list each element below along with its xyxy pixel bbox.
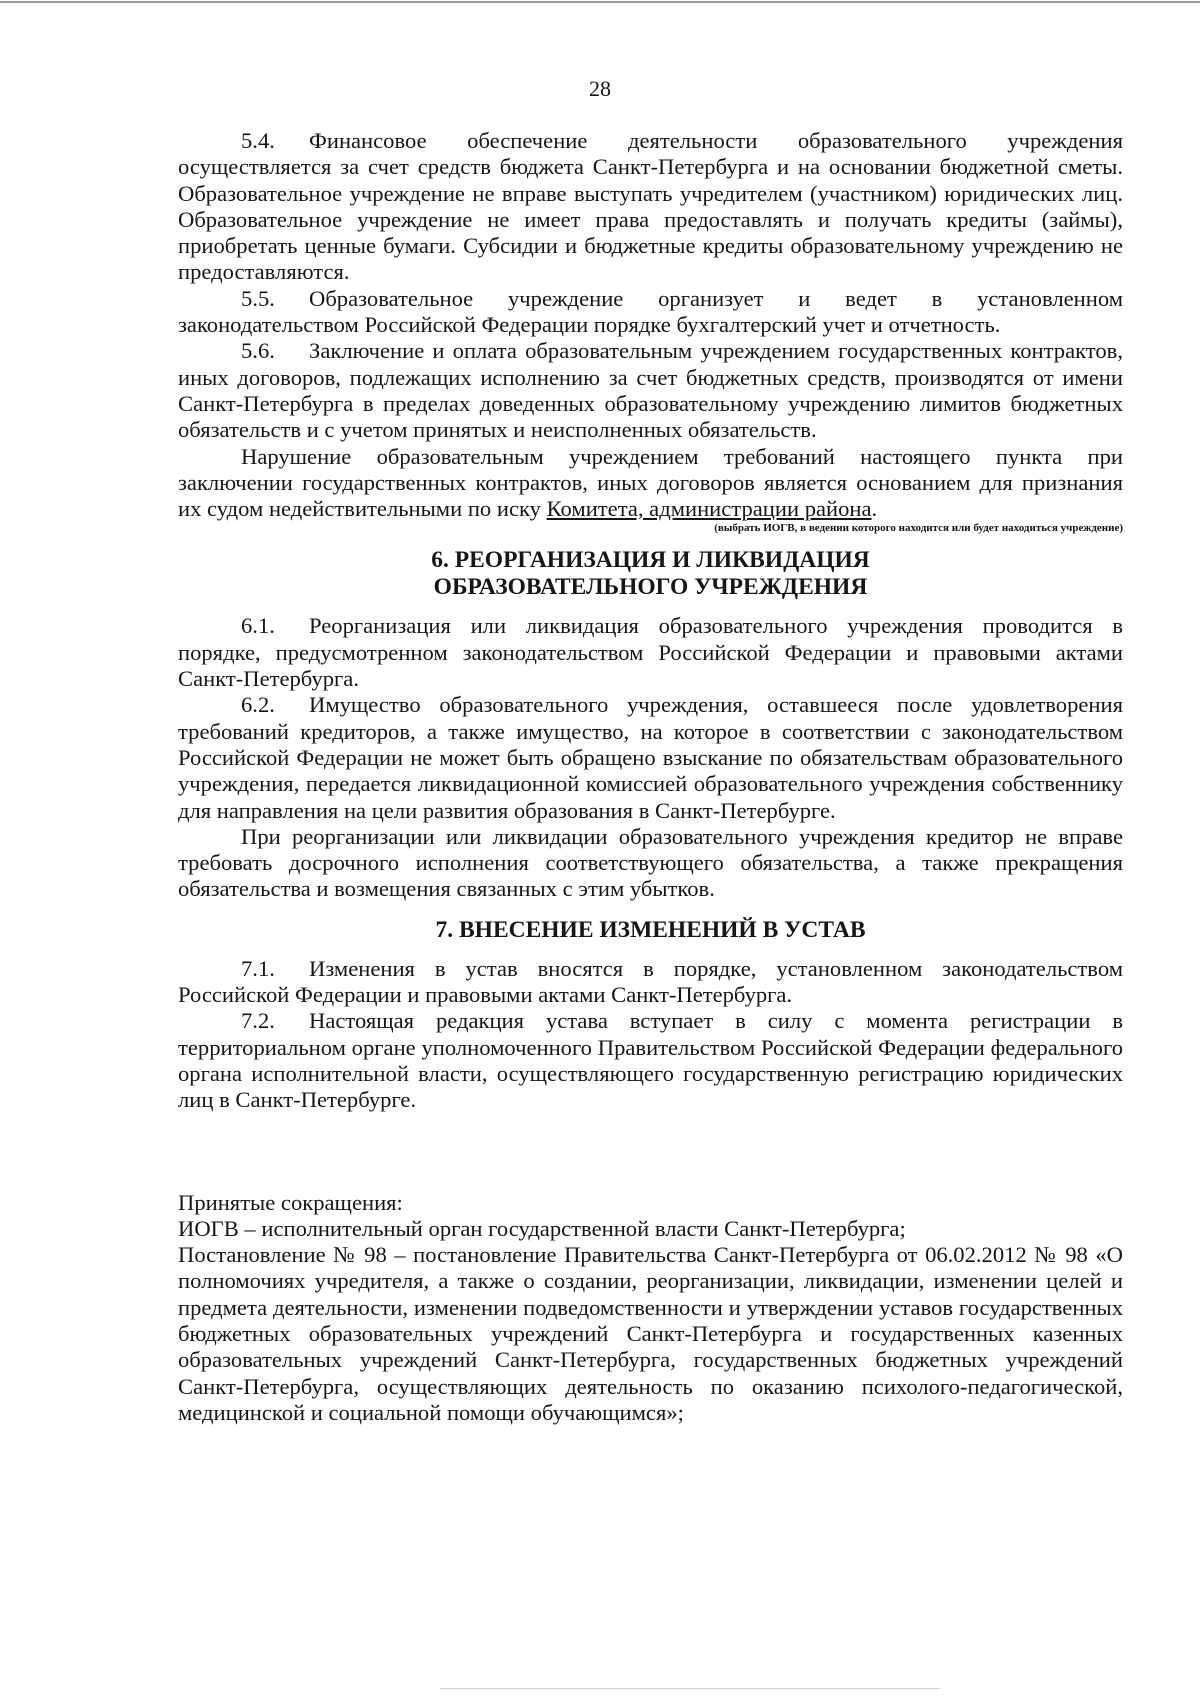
paragraph-text: Имущество образовательного учреждения, оставшееся после удовлетворения требований кредиторов, а также имущество, на которое в соответствии с законодательством Российской Федерации не может быть обращено взыскание по обязательствам образовательного учреждения, передается ликвидационной комиссией образовательного учреждения собственнику для направления на цели развития образования в Санкт-Петербурге. [178, 692, 1123, 823]
paragraph-6-2 [178, 692, 1123, 823]
paragraph-number: 6.2. [241, 692, 275, 718]
paragraph-6-1 [178, 613, 1123, 692]
abbreviation-decree-98: Постановление № 98 – постановление Правительства Санкт-Петербурга от 06.02.2012 № 98 «О полномочиях учредителя, а также о создании, реорганизации, ликвидации, изменении целей и предмета деятельности, изменении подведомственности и утверждении уставов государственных бюджетных образовательных учреждений Санкт-Петербурга и государственных казенных образовательных учреждений Санкт-Петербурга, государственных бюджетных учреждений Санкт-Петербурга, осуществляющих деятельность по оказанию психолого-педагогической, медицинской и социальной помощи обучающимся»; [178, 1242, 1123, 1425]
section-7-heading [178, 917, 1123, 944]
underlined-placeholder: Комитета, администрации района [546, 496, 872, 522]
paragraph-number: 7.1. [241, 955, 275, 981]
paragraph-number: 6.1. [241, 613, 275, 639]
paragraph-number: 5.4. [241, 128, 275, 153]
section-6-heading [178, 547, 1123, 601]
document-body [178, 128, 1123, 1426]
paragraph-text: Заключение и оплата образовательным учреждением государственных контрактов, иных договоров, подлежащих исполнению за счет бюджетных средств, производятся от имени Санкт-Петербурга в пределах доведенных образовательному учреждению лимитов бюджетных обязательств и с учетом принятых и неисполненных обязательств. [178, 338, 1123, 443]
paragraph-text: Финансовое обеспечение деятельности образовательного учреждения осуществляется за счет средств бюджета Санкт-Петербурга и на основании бюджетной сметы. Образовательное учреждение не вправе выступать учредителем (участником) юридических лиц. Образовательное учреждение не имеет права предоставлять и получать кредиты (займы), приобретать ценные бумаги. Субсидии и бюджетные кредиты образовательному учреждению не предоставляются. [178, 128, 1123, 285]
paragraph-number: 7.2. [241, 1008, 275, 1034]
paragraph-violation [178, 444, 1123, 523]
heading-line: 6. РЕОРГАНИЗАЦИЯ И ЛИКВИДАЦИЯ [431, 547, 870, 574]
paragraph-5-4 [178, 128, 1123, 286]
scan-top-edge [0, 1, 1200, 3]
paragraph-reorganization: При реорганизации или ликвидации образовательного учреждения кредитор не вправе требовать досрочного исполнения соответствующего обязательства, а также прекращения обязательства и возмещения связанных с этим убытков. [178, 823, 1123, 902]
paragraph-number: 5.5. [241, 285, 275, 311]
paragraph-text: Изменения в устав вносятся в порядке, установленном законодательством Российской Федерации и правовыми актами Санкт-Петербурга. [178, 955, 1123, 1008]
paragraph-7-2 [178, 1008, 1123, 1113]
paragraph-text: Образовательное учреждение организует и ведет в установленном законодательством Российской Федерации порядке бухгалтерский учет и отчетность. [178, 285, 1123, 338]
paragraph-text: Настоящая редакция устава вступает в силу с момента регистрации в территориальном органе уполномоченного Правительством Российской Федерации федерального органа исполнительной власти, осуществляющего государственную регистрацию юридических лиц в Санкт-Петербурге. [178, 1008, 1123, 1113]
heading-line: 7. ВНЕСЕНИЕ ИЗМЕНЕНИЙ В УСТАВ [435, 916, 866, 943]
paragraph-text: Реорганизация или ликвидация образовательного учреждения проводится в порядке, предусмотренном законодательством Российской Федерации и правовыми актами Санкт-Петербурга. [178, 613, 1123, 692]
placeholder-note: (выбрать ИОГВ, в ведении которого находится или будет находиться учреждение) [714, 522, 1123, 535]
paragraph-7-1 [178, 956, 1123, 1009]
paragraph-end: . [871, 496, 878, 522]
paragraph-text: Нарушение образовательным учреждением требований настоящего пункта при заключении государственных контрактов, иных договоров является основанием для признания их судом недействительными по иску [178, 443, 1123, 522]
abbreviation-iogv: ИОГВ – исполнительный орган государственной власти Санкт-Петербурга; [178, 1215, 906, 1241]
scan-bottom-edge [440, 1688, 940, 1689]
paragraph-5-6 [178, 338, 1123, 443]
paragraph-5-5 [178, 286, 1123, 339]
abbreviations-block [178, 1190, 1123, 1427]
paragraph-number: 5.6. [241, 338, 275, 364]
page-number: 28 [589, 76, 611, 101]
abbreviations-heading: Принятые сокращения: [178, 1189, 403, 1215]
heading-line: ОБРАЗОВАТЕЛЬНОГО УЧРЕЖДЕНИЯ [433, 574, 868, 601]
